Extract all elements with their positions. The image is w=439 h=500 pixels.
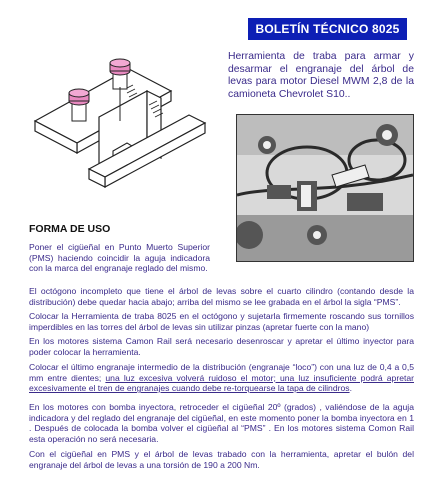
paragraph-6: En los motores con bomba inyectora, retroceder el cigüeñal 20º (grados) , valiéndose de la aguja indicadora y del reglado del engranaje del cigüeñal, en este momento poner la bomba inyectora en 1 . Después de colocada la bomba volver el cigüeñal al “PMS” . En los motores sistema Comon Rail esta operación no será necesaria. (29, 402, 414, 444)
paragraph-4: En los motores sistema Camon Rail será necesario desenroscar y apretar el último inyector para poder colocar la herramienta. (29, 336, 414, 357)
paragraph-5-end: . (349, 383, 352, 394)
tool-description: Herramienta de traba para armar y desarmar el engranaje del árbol de levas para motor Diesel MWM 2,8 de la camioneta Chevrolet S10.. (228, 51, 414, 100)
paragraph-5-intro: Colocar el último engranaje intermedio de la distribución (engranaje “loco”) con una luz de 0,4 a 0,5 mm entre dientes; (29, 362, 414, 383)
section-title: FORMA DE USO (29, 223, 111, 235)
engine-photo (236, 114, 414, 262)
paragraph-5 (29, 362, 414, 394)
paragraph-1: Poner el cigüeñal en Punto Muerto Superior (PMS) haciendo coincidir la aguja indicadora con la marca del engranaje reglado del mismo. (29, 242, 210, 274)
paragraph-3: Colocar la Herramienta de traba 8025 en el octógono y sujetarla firmemente roscando sus tornillos imperdibles en las torres del árbol de levas sin utilizar pinzas (apretar fuerte con la mano) (29, 311, 414, 332)
bulletin-title: BOLETÍN TÉCNICO 8025 (248, 18, 407, 40)
paragraph-5-warning: una luz excesiva volverá ruidoso el motor; una luz insuficiente podrá apretar excesivamente el tren de engranajes cuando debe re-torquearse la tapa de cilindros (29, 372, 414, 394)
paragraph-7: Con el cigüeñal en PMS y el árbol de levas trabado con la herramienta, apretar el bulón del engranaje del árbol de levas a una torsión de 190 a 200 Nm. (29, 449, 414, 470)
tool-drawing (29, 51, 221, 201)
paragraph-2: El octógono incompleto que tiene el árbol de levas sobre el cuarto cilindro (contando desde la distribución) debe quedar hacia abajo; arriba del mismo se lee grabada en el árbol la sigla “PMS”. (29, 286, 414, 307)
